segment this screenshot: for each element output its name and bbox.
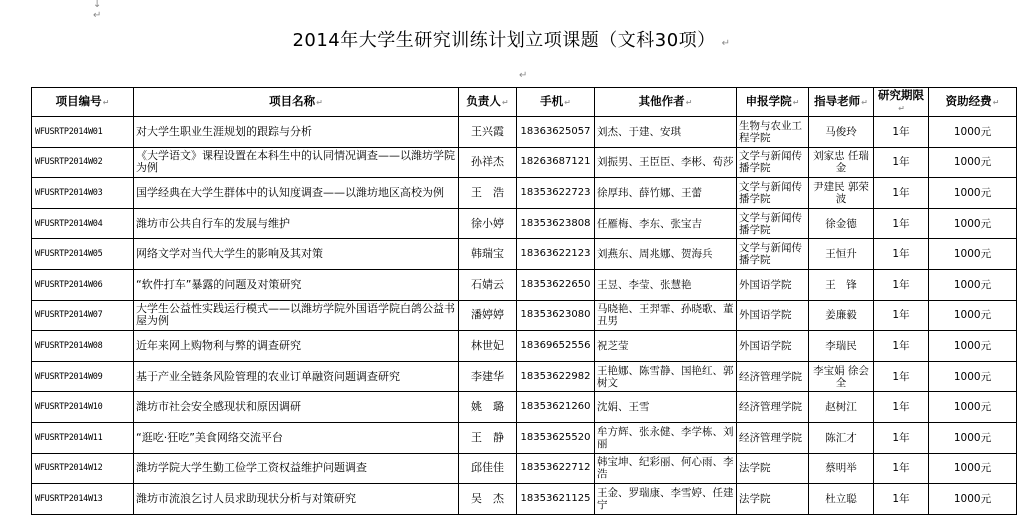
cell-phone: 18353622712 (517, 453, 595, 484)
cell-name: 基于产业全链条风险管理的农业订单融资问题调查研究 (134, 361, 459, 392)
cell-fund: 1000元 (929, 453, 1017, 484)
cell-period: 1年 (874, 361, 929, 392)
table-row (32, 392, 1017, 423)
cell-fund: 1000元 (929, 178, 1017, 209)
cell-period: 1年 (874, 300, 929, 331)
cell-period: 1年 (874, 453, 929, 484)
cell-code: WFUSRTP2014W03 (32, 178, 134, 209)
cell-others: 沈娟、王雪 (595, 392, 737, 423)
cell-fund: 1000元 (929, 117, 1017, 148)
cell-leader: 王兴霞 (459, 117, 517, 148)
paragraph-mark-top-left: ↓ (93, 0, 102, 10)
cell-leader: 姚 璐 (459, 392, 517, 423)
cell-advisor: 马俊玲 (809, 117, 874, 148)
table-row (32, 239, 1017, 270)
cell-name: 潍坊市社会安全感现状和原因调研 (134, 392, 459, 423)
header-period: 研究期限↵ (874, 88, 929, 117)
header-fund: 资助经费↵ (929, 88, 1017, 117)
header-others: 其他作者↵ (595, 88, 737, 117)
cell-phone: 18353621260 (517, 392, 595, 423)
header-leader: 负责人↵ (459, 88, 517, 117)
cell-phone: 18353622723 (517, 178, 595, 209)
cell-fund: 1000元 (929, 239, 1017, 270)
cell-college: 外国语学院 (737, 269, 809, 300)
cell-college: 文学与新闻传播学院 (737, 239, 809, 270)
cell-advisor: 李宝娟 徐会全 (809, 361, 874, 392)
cell-college: 经济管理学院 (737, 422, 809, 453)
cell-fund: 1000元 (929, 392, 1017, 423)
cell-college: 文学与新闻传播学院 (737, 178, 809, 209)
cell-others: 王昱、李莹、张慧艳 (595, 269, 737, 300)
header-advisor: 指导老师↵ (809, 88, 874, 117)
cell-others: 祝芝莹 (595, 331, 737, 362)
cell-code: WFUSRTP2014W01 (32, 117, 134, 148)
page-title (0, 28, 1023, 54)
cell-name: 国学经典在大学生群体中的认知度调查——以潍坊地区高校为例 (134, 178, 459, 209)
cell-advisor: 蔡明举 (809, 453, 874, 484)
table-header (32, 88, 1017, 117)
cell-name: “软件打车”暴露的问题及对策研究 (134, 269, 459, 300)
cell-phone: 18363625057 (517, 117, 595, 148)
cell-advisor: 刘家忠 任瑞金 (809, 147, 874, 178)
cell-code: WFUSRTP2014W12 (32, 453, 134, 484)
paragraph-mark-title: ↵ (721, 38, 731, 49)
cell-period: 1年 (874, 422, 929, 453)
cell-others: 王金、罗瑞康、李雪婷、任建宁 (595, 484, 737, 515)
cell-college: 文学与新闻传播学院 (737, 208, 809, 239)
cell-leader: 徐小婷 (459, 208, 517, 239)
cell-advisor: 赵树江 (809, 392, 874, 423)
cell-college: 生物与农业工程学院 (737, 117, 809, 148)
page-title-text: 2014年大学生研究训练计划立项课题（文科30项） (292, 30, 716, 51)
cell-name: 对大学生职业生涯规划的跟踪与分析 (134, 117, 459, 148)
table-row (32, 147, 1017, 178)
cell-code: WFUSRTP2014W11 (32, 422, 134, 453)
cell-leader: 邱佳佳 (459, 453, 517, 484)
cell-leader: 林世妃 (459, 331, 517, 362)
cell-name: 潍坊市公共自行车的发展与维护 (134, 208, 459, 239)
cell-leader: 王 静 (459, 422, 517, 453)
cell-advisor: 王恒升 (809, 239, 874, 270)
table-row (32, 331, 1017, 362)
cell-code: WFUSRTP2014W06 (32, 269, 134, 300)
cell-advisor: 姜廉毅 (809, 300, 874, 331)
cell-leader: 潘婷婷 (459, 300, 517, 331)
cell-name: 潍坊学院大学生勤工俭学工资权益维护问题调查 (134, 453, 459, 484)
cell-college: 经济管理学院 (737, 392, 809, 423)
table-row (32, 208, 1017, 239)
cell-code: WFUSRTP2014W08 (32, 331, 134, 362)
cell-advisor: 王 锋 (809, 269, 874, 300)
cell-others: 刘振男、王臣臣、李彬、荀莎 (595, 147, 737, 178)
cell-fund: 1000元 (929, 147, 1017, 178)
cell-name: 近年来网上购物利与弊的调查研究 (134, 331, 459, 362)
cell-phone: 18353621125 (517, 484, 595, 515)
cell-leader: 李建华 (459, 361, 517, 392)
cell-code: WFUSRTP2014W05 (32, 239, 134, 270)
cell-fund: 1000元 (929, 422, 1017, 453)
cell-leader: 孙祥杰 (459, 147, 517, 178)
cell-fund: 1000元 (929, 269, 1017, 300)
cell-name: 网络文学对当代大学生的影响及其对策 (134, 239, 459, 270)
header-row (32, 88, 1017, 117)
table-row (32, 269, 1017, 300)
cell-others: 刘杰、于建、安琪 (595, 117, 737, 148)
cell-others: 牟方辉、张永健、李学栋、刘丽 (595, 422, 737, 453)
table-body (32, 117, 1017, 515)
table-row (32, 300, 1017, 331)
header-phone: 手机↵ (517, 88, 595, 117)
cell-period: 1年 (874, 208, 929, 239)
cell-phone: 18363622123 (517, 239, 595, 270)
cell-period: 1年 (874, 117, 929, 148)
cell-period: 1年 (874, 178, 929, 209)
cell-period: 1年 (874, 239, 929, 270)
table-row (32, 422, 1017, 453)
cell-college: 外国语学院 (737, 331, 809, 362)
cell-college: 法学院 (737, 453, 809, 484)
cell-others: 刘燕东、周兆娜、贺海兵 (595, 239, 737, 270)
table-row (32, 117, 1017, 148)
cell-leader: 吴 杰 (459, 484, 517, 515)
cell-others: 马晓艳、王羿霏、孙晓歌、董丑男 (595, 300, 737, 331)
cell-college: 经济管理学院 (737, 361, 809, 392)
projects-table (31, 87, 1017, 515)
cell-others: 韩宝坤、纪彩丽、何心雨、李浩 (595, 453, 737, 484)
cell-phone: 18353622650 (517, 269, 595, 300)
cell-fund: 1000元 (929, 300, 1017, 331)
cell-name: “逛吃·狂吃”美食网络交流平台 (134, 422, 459, 453)
cell-leader: 王 浩 (459, 178, 517, 209)
header-name: 项目名称↵ (134, 88, 459, 117)
cell-period: 1年 (874, 269, 929, 300)
header-college: 申报学院↵ (737, 88, 809, 117)
cell-code: WFUSRTP2014W02 (32, 147, 134, 178)
table-row (32, 453, 1017, 484)
cell-college: 外国语学院 (737, 300, 809, 331)
cell-code: WFUSRTP2014W09 (32, 361, 134, 392)
cell-others: 任雁梅、李东、张宝吉 (595, 208, 737, 239)
cell-name: 大学生公益性实践运行模式——以潍坊学院外国语学院白鸽公益书屋为例 (134, 300, 459, 331)
cell-period: 1年 (874, 331, 929, 362)
cell-phone: 18263687121 (517, 147, 595, 178)
cell-period: 1年 (874, 147, 929, 178)
cell-code: WFUSRTP2014W07 (32, 300, 134, 331)
cell-code: WFUSRTP2014W13 (32, 484, 134, 515)
cell-phone: 18369652556 (517, 331, 595, 362)
cell-name: 潍坊市流浪乞讨人员求助现状分析与对策研究 (134, 484, 459, 515)
table-row (32, 361, 1017, 392)
cell-advisor: 杜立聪 (809, 484, 874, 515)
cell-phone: 18353622982 (517, 361, 595, 392)
cell-phone: 18353623808 (517, 208, 595, 239)
paragraph-mark-top-1: ↵ (93, 10, 102, 21)
cell-phone: 18353623080 (517, 300, 595, 331)
cell-leader: 韩瑞宝 (459, 239, 517, 270)
cell-period: 1年 (874, 484, 929, 515)
cell-fund: 1000元 (929, 208, 1017, 239)
cell-college: 文学与新闻传播学院 (737, 147, 809, 178)
paragraph-mark-after-title: ↵ (519, 70, 528, 81)
cell-others: 王艳娜、陈雪静、国艳红、郭树文 (595, 361, 737, 392)
cell-college: 法学院 (737, 484, 809, 515)
header-code: 项目编号↵ (32, 88, 134, 117)
projects-table-wrapper (31, 87, 1017, 515)
cell-others: 徐厚玮、薛竹娜、王蕾 (595, 178, 737, 209)
cell-leader: 石婧云 (459, 269, 517, 300)
cell-advisor: 徐金德 (809, 208, 874, 239)
cell-code: WFUSRTP2014W04 (32, 208, 134, 239)
cell-name: 《大学语文》课程设置在本科生中的认同情况调查——以潍坊学院为例 (134, 147, 459, 178)
cell-code: WFUSRTP2014W10 (32, 392, 134, 423)
cell-advisor: 陈汇才 (809, 422, 874, 453)
table-row (32, 178, 1017, 209)
cell-fund: 1000元 (929, 484, 1017, 515)
table-row (32, 484, 1017, 515)
cell-fund: 1000元 (929, 331, 1017, 362)
cell-advisor: 李瑞民 (809, 331, 874, 362)
cell-fund: 1000元 (929, 361, 1017, 392)
cell-advisor: 尹建民 郭荣波 (809, 178, 874, 209)
cell-phone: 18353625520 (517, 422, 595, 453)
cell-period: 1年 (874, 392, 929, 423)
